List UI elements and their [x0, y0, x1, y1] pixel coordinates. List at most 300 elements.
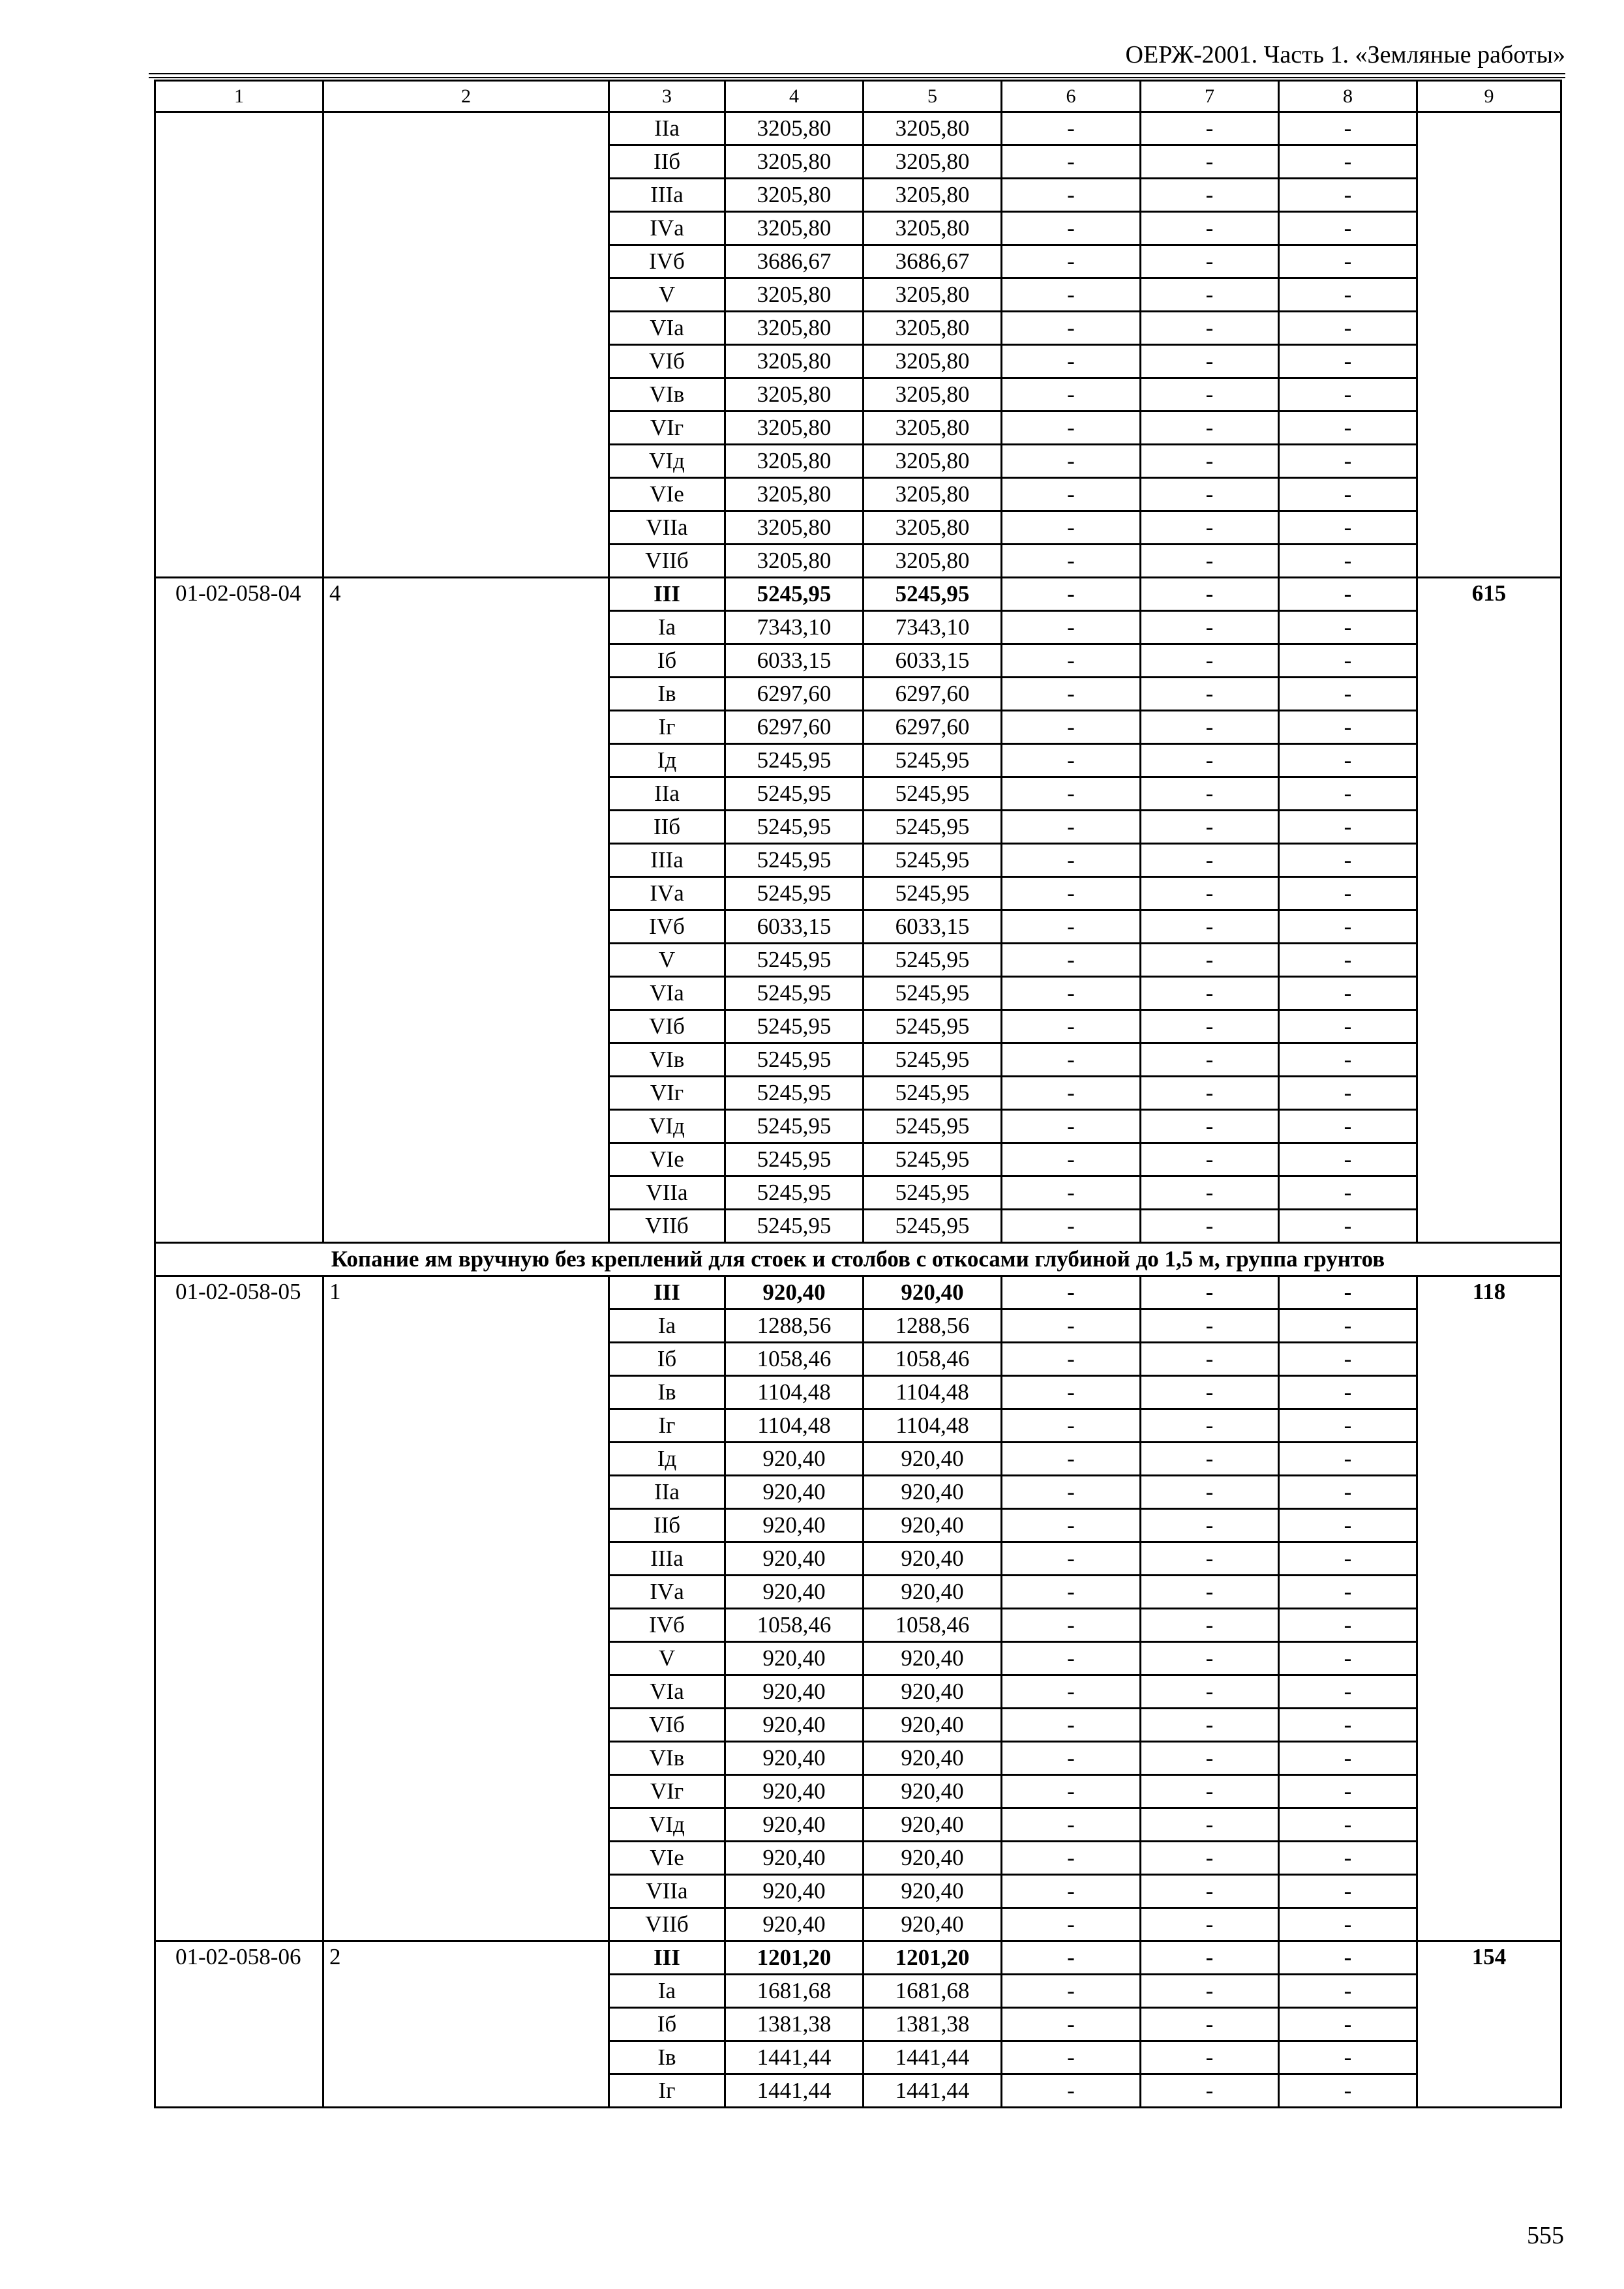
soil-category: IVб [609, 910, 725, 944]
cell-col6: - [1002, 112, 1141, 145]
cell-col7: - [1141, 278, 1279, 312]
soil-category: Iа [609, 1975, 725, 2008]
cell-col6: - [1002, 278, 1141, 312]
soil-category: IIIа [609, 179, 725, 212]
cell-col7: - [1141, 1941, 1279, 1975]
cell-col7: - [1141, 1077, 1279, 1110]
cell-col8: - [1279, 245, 1417, 278]
soil-category: VIе [609, 478, 725, 511]
cell-col7: - [1141, 1043, 1279, 1077]
soil-category: Iд [609, 744, 725, 777]
cell-col6: - [1002, 877, 1141, 910]
cell-col4: 920,40 [725, 1675, 864, 1709]
cell-col6: - [1002, 1775, 1141, 1808]
cell-col5: 920,40 [864, 1576, 1002, 1609]
cell-col6: - [1002, 1609, 1141, 1642]
soil-category: VIб [609, 1709, 725, 1742]
cell-col7: - [1141, 777, 1279, 811]
soil-category: Iв [609, 678, 725, 711]
cell-col6: - [1002, 179, 1141, 212]
cell-col6: - [1002, 378, 1141, 411]
cell-col8: - [1279, 312, 1417, 345]
cell-col4: 3205,80 [725, 212, 864, 245]
cell-col5: 1681,68 [864, 1975, 1002, 2008]
cell-col8: - [1279, 1010, 1417, 1043]
soil-category: VIIб [609, 545, 725, 578]
cell-col8: - [1279, 411, 1417, 445]
cell-col8: - [1279, 345, 1417, 378]
cell-col5: 3205,80 [864, 145, 1002, 179]
soil-category: VIг [609, 1077, 725, 1110]
cell-col7: - [1141, 245, 1279, 278]
soil-category: IIа [609, 112, 725, 145]
cell-col7: - [1141, 977, 1279, 1010]
cell-col7: - [1141, 1742, 1279, 1775]
cell-col6: - [1002, 1110, 1141, 1143]
cell-col8: - [1279, 1043, 1417, 1077]
cell-col5: 920,40 [864, 1509, 1002, 1542]
column-number: 8 [1279, 81, 1417, 112]
cell-col5: 3205,80 [864, 112, 1002, 145]
rate-reference [323, 112, 609, 578]
soil-category: IVб [609, 245, 725, 278]
cell-col8: - [1279, 910, 1417, 944]
cell-col8: - [1279, 1276, 1417, 1309]
result-value: 154 [1417, 1941, 1561, 2108]
cell-col8: - [1279, 278, 1417, 312]
cell-col8: - [1279, 777, 1417, 811]
cell-col6: - [1002, 1709, 1141, 1742]
soil-category: IIIа [609, 844, 725, 877]
cell-col5: 3205,80 [864, 179, 1002, 212]
cell-col6: - [1002, 2008, 1141, 2041]
cell-col8: - [1279, 2008, 1417, 2041]
page-header-title: ОЕРЖ-2001. Часть 1. «Земляные работы» [1125, 41, 1565, 68]
cell-col7: - [1141, 1276, 1279, 1309]
cell-col7: - [1141, 744, 1279, 777]
soil-category: V [609, 1642, 725, 1675]
cell-col6: - [1002, 1077, 1141, 1110]
cell-col8: - [1279, 378, 1417, 411]
cell-col6: - [1002, 1842, 1141, 1875]
soil-category: IVа [609, 212, 725, 245]
cell-col5: 920,40 [864, 1908, 1002, 1941]
cell-col5: 3205,80 [864, 478, 1002, 511]
cell-col6: - [1002, 910, 1141, 944]
cell-col6: - [1002, 245, 1141, 278]
cell-col4: 5245,95 [725, 811, 864, 844]
column-number: 3 [609, 81, 725, 112]
cell-col4: 1104,48 [725, 1409, 864, 1443]
cell-col6: - [1002, 1941, 1141, 1975]
cell-col6: - [1002, 545, 1141, 578]
cell-col7: - [1141, 1509, 1279, 1542]
cell-col4: 1681,68 [725, 1975, 864, 2008]
soil-category: Iг [609, 711, 725, 744]
cell-col8: - [1279, 611, 1417, 644]
cell-col7: - [1141, 1775, 1279, 1808]
table-row [155, 112, 1561, 145]
soil-category: Iв [609, 1376, 725, 1409]
cell-col5: 5245,95 [864, 1210, 1002, 1243]
cell-col6: - [1002, 1210, 1141, 1243]
cell-col7: - [1141, 1010, 1279, 1043]
cell-col6: - [1002, 1875, 1141, 1908]
cell-col7: - [1141, 2074, 1279, 2108]
cell-col5: 6033,15 [864, 644, 1002, 678]
soil-category: VIе [609, 1842, 725, 1875]
cell-col7: - [1141, 578, 1279, 611]
cell-col6: - [1002, 145, 1141, 179]
soil-category: VIIб [609, 1210, 725, 1243]
cell-col7: - [1141, 1210, 1279, 1243]
result-value [1417, 112, 1561, 578]
cell-col8: - [1279, 511, 1417, 545]
cell-col5: 920,40 [864, 1476, 1002, 1509]
cell-col6: - [1002, 445, 1141, 478]
table-row [155, 1276, 1561, 1309]
cell-col6: - [1002, 944, 1141, 977]
soil-category: VIIа [609, 1176, 725, 1210]
cell-col7: - [1141, 910, 1279, 944]
cell-col7: - [1141, 1309, 1279, 1343]
table-row [155, 578, 1561, 611]
cell-col5: 7343,10 [864, 611, 1002, 644]
cell-col6: - [1002, 1143, 1141, 1176]
cell-col7: - [1141, 378, 1279, 411]
cell-col4: 3205,80 [725, 312, 864, 345]
soil-category: Iб [609, 1343, 725, 1376]
cell-col7: - [1141, 1409, 1279, 1443]
cell-col5: 5245,95 [864, 877, 1002, 910]
cell-col5: 5245,95 [864, 1043, 1002, 1077]
cell-col5: 920,40 [864, 1875, 1002, 1908]
column-number: 1 [155, 81, 323, 112]
cell-col4: 1058,46 [725, 1343, 864, 1376]
cell-col4: 1201,20 [725, 1941, 864, 1975]
soil-category: VIв [609, 1043, 725, 1077]
cell-col6: - [1002, 411, 1141, 445]
cell-col6: - [1002, 711, 1141, 744]
cell-col7: - [1141, 1842, 1279, 1875]
cell-col4: 5245,95 [725, 977, 864, 1010]
cell-col4: 920,40 [725, 1709, 864, 1742]
cell-col4: 3205,80 [725, 511, 864, 545]
cell-col8: - [1279, 112, 1417, 145]
cell-col8: - [1279, 1975, 1417, 2008]
cell-col6: - [1002, 1975, 1141, 2008]
cell-col5: 5245,95 [864, 744, 1002, 777]
cell-col4: 1441,44 [725, 2074, 864, 2108]
cell-col8: - [1279, 811, 1417, 844]
cell-col4: 7343,10 [725, 611, 864, 644]
cell-col7: - [1141, 944, 1279, 977]
cell-col7: - [1141, 511, 1279, 545]
soil-category: VIд [609, 445, 725, 478]
cell-col5: 5245,95 [864, 944, 1002, 977]
cell-col4: 5245,95 [725, 1110, 864, 1143]
cell-col4: 920,40 [725, 1576, 864, 1609]
cell-col8: - [1279, 1443, 1417, 1476]
cell-col6: - [1002, 844, 1141, 877]
soil-category: IIа [609, 1476, 725, 1509]
cell-col7: - [1141, 545, 1279, 578]
cell-col4: 3205,80 [725, 345, 864, 378]
cell-col6: - [1002, 644, 1141, 678]
cell-col5: 3205,80 [864, 445, 1002, 478]
cell-col6: - [1002, 1675, 1141, 1709]
soil-category: Iв [609, 2041, 725, 2074]
cell-col4: 3686,67 [725, 245, 864, 278]
cell-col5: 5245,95 [864, 1176, 1002, 1210]
cell-col8: - [1279, 1143, 1417, 1176]
cell-col7: - [1141, 1576, 1279, 1609]
cell-col6: - [1002, 1309, 1141, 1343]
cell-col8: - [1279, 1875, 1417, 1908]
soil-category: IIб [609, 1509, 725, 1542]
cell-col7: - [1141, 445, 1279, 478]
cell-col4: 3205,80 [725, 278, 864, 312]
cell-col5: 920,40 [864, 1642, 1002, 1675]
cell-col8: - [1279, 1842, 1417, 1875]
cell-col6: - [1002, 1476, 1141, 1509]
cell-col7: - [1141, 1443, 1279, 1476]
cell-col6: - [1002, 1376, 1141, 1409]
cell-col6: - [1002, 2041, 1141, 2074]
soil-category: III [609, 578, 725, 611]
cell-col8: - [1279, 678, 1417, 711]
cell-col8: - [1279, 1542, 1417, 1576]
cell-col6: - [1002, 777, 1141, 811]
cell-col6: - [1002, 611, 1141, 644]
cell-col4: 6033,15 [725, 910, 864, 944]
cell-col6: - [1002, 1576, 1141, 1609]
cell-col7: - [1141, 678, 1279, 711]
cell-col5: 5245,95 [864, 811, 1002, 844]
cell-col4: 920,40 [725, 1775, 864, 1808]
column-number-row [155, 81, 1561, 112]
table-row [155, 1941, 1561, 1975]
soil-category: VIа [609, 977, 725, 1010]
cell-col5: 5245,95 [864, 578, 1002, 611]
cell-col8: - [1279, 944, 1417, 977]
cell-col7: - [1141, 112, 1279, 145]
rate-reference: 1 [323, 1276, 609, 1941]
cell-col5: 920,40 [864, 1675, 1002, 1709]
cell-col4: 3205,80 [725, 378, 864, 411]
soil-category: Iд [609, 1443, 725, 1476]
cell-col7: - [1141, 1675, 1279, 1709]
cell-col5: 5245,95 [864, 1110, 1002, 1143]
soil-category: VIа [609, 312, 725, 345]
cell-col4: 1381,38 [725, 2008, 864, 2041]
cell-col7: - [1141, 145, 1279, 179]
cell-col4: 920,40 [725, 1875, 864, 1908]
cell-col7: - [1141, 611, 1279, 644]
soil-category: VIг [609, 411, 725, 445]
cell-col6: - [1002, 1808, 1141, 1842]
cell-col4: 1441,44 [725, 2041, 864, 2074]
cell-col6: - [1002, 511, 1141, 545]
cell-col5: 1288,56 [864, 1309, 1002, 1343]
cell-col5: 1058,46 [864, 1343, 1002, 1376]
cell-col6: - [1002, 1043, 1141, 1077]
cell-col8: - [1279, 877, 1417, 910]
soil-category: VIв [609, 378, 725, 411]
cell-col8: - [1279, 1210, 1417, 1243]
cell-col8: - [1279, 179, 1417, 212]
cell-col4: 5245,95 [725, 1210, 864, 1243]
cell-col4: 920,40 [725, 1842, 864, 1875]
cell-col8: - [1279, 1176, 1417, 1210]
soil-category: Iб [609, 2008, 725, 2041]
cell-col6: - [1002, 312, 1141, 345]
soil-category: Iг [609, 2074, 725, 2108]
cell-col5: 5245,95 [864, 844, 1002, 877]
cell-col8: - [1279, 1309, 1417, 1343]
soil-category: IIб [609, 145, 725, 179]
cell-col4: 3205,80 [725, 445, 864, 478]
cell-col8: - [1279, 2074, 1417, 2108]
cell-col4: 6297,60 [725, 678, 864, 711]
cell-col4: 1058,46 [725, 1609, 864, 1642]
cell-col5: 1441,44 [864, 2041, 1002, 2074]
cell-col8: - [1279, 445, 1417, 478]
rate-reference: 4 [323, 578, 609, 1243]
cell-col6: - [1002, 1443, 1141, 1476]
cell-col8: - [1279, 1343, 1417, 1376]
cell-col8: - [1279, 711, 1417, 744]
soil-category: IVа [609, 877, 725, 910]
cell-col4: 3205,80 [725, 179, 864, 212]
cell-col4: 920,40 [725, 1276, 864, 1309]
cell-col8: - [1279, 1941, 1417, 1975]
cell-col8: - [1279, 578, 1417, 611]
cell-col4: 5245,95 [725, 578, 864, 611]
header-double-rule [149, 73, 1565, 78]
cell-col7: - [1141, 179, 1279, 212]
cell-col5: 1104,48 [864, 1409, 1002, 1443]
soil-category: Iа [609, 611, 725, 644]
cell-col5: 920,40 [864, 1775, 1002, 1808]
soil-category: VIе [609, 1143, 725, 1176]
cell-col6: - [1002, 2074, 1141, 2108]
cell-col4: 1104,48 [725, 1376, 864, 1409]
cell-col8: - [1279, 1110, 1417, 1143]
cell-col7: - [1141, 1808, 1279, 1842]
cell-col8: - [1279, 1476, 1417, 1509]
cell-col4: 3205,80 [725, 411, 864, 445]
cell-col5: 920,40 [864, 1276, 1002, 1309]
soil-category: VIIб [609, 1908, 725, 1941]
cell-col6: - [1002, 1276, 1141, 1309]
soil-category: III [609, 1941, 725, 1975]
soil-category: VIд [609, 1110, 725, 1143]
cell-col7: - [1141, 478, 1279, 511]
page-number: 555 [1527, 2222, 1564, 2249]
cell-col7: - [1141, 1609, 1279, 1642]
cell-col4: 5245,95 [725, 744, 864, 777]
soil-category: V [609, 278, 725, 312]
cell-col8: - [1279, 545, 1417, 578]
cell-col4: 5245,95 [725, 844, 864, 877]
cell-col5: 920,40 [864, 1542, 1002, 1576]
cell-col5: 6033,15 [864, 910, 1002, 944]
cell-col8: - [1279, 977, 1417, 1010]
cell-col8: - [1279, 1675, 1417, 1709]
soil-category: IIа [609, 777, 725, 811]
cell-col4: 5245,95 [725, 1077, 864, 1110]
cell-col4: 3205,80 [725, 545, 864, 578]
cell-col8: - [1279, 1908, 1417, 1941]
cell-col5: 3205,80 [864, 212, 1002, 245]
cell-col8: - [1279, 1376, 1417, 1409]
cell-col5: 920,40 [864, 1808, 1002, 1842]
cell-col4: 920,40 [725, 1476, 864, 1509]
cell-col4: 5245,95 [725, 777, 864, 811]
cell-col4: 5245,95 [725, 1176, 864, 1210]
soil-category: IIIа [609, 1542, 725, 1576]
cell-col6: - [1002, 1010, 1141, 1043]
cell-col8: - [1279, 1742, 1417, 1775]
result-value: 118 [1417, 1276, 1561, 1941]
cell-col4: 920,40 [725, 1742, 864, 1775]
cell-col6: - [1002, 1176, 1141, 1210]
column-number: 2 [323, 81, 609, 112]
cell-col7: - [1141, 2041, 1279, 2074]
cell-col7: - [1141, 1542, 1279, 1576]
cell-col7: - [1141, 811, 1279, 844]
cell-col7: - [1141, 1908, 1279, 1941]
cell-col7: - [1141, 711, 1279, 744]
cell-col5: 5245,95 [864, 1143, 1002, 1176]
cell-col7: - [1141, 411, 1279, 445]
soil-category: IIб [609, 811, 725, 844]
cell-col5: 5245,95 [864, 777, 1002, 811]
cell-col8: - [1279, 145, 1417, 179]
cell-col8: - [1279, 1642, 1417, 1675]
cell-col5: 1058,46 [864, 1609, 1002, 1642]
cell-col5: 3205,80 [864, 278, 1002, 312]
cell-col4: 6297,60 [725, 711, 864, 744]
cell-col7: - [1141, 312, 1279, 345]
cell-col5: 3205,80 [864, 345, 1002, 378]
cell-col5: 3205,80 [864, 545, 1002, 578]
cell-col7: - [1141, 844, 1279, 877]
rates-table [154, 80, 1562, 2108]
cell-col8: - [1279, 212, 1417, 245]
rate-code [155, 112, 323, 578]
column-number: 7 [1141, 81, 1279, 112]
cell-col5: 920,40 [864, 1709, 1002, 1742]
cell-col5: 1104,48 [864, 1376, 1002, 1409]
cell-col8: - [1279, 1609, 1417, 1642]
soil-category: III [609, 1276, 725, 1309]
cell-col7: - [1141, 1143, 1279, 1176]
soil-category: Iа [609, 1309, 725, 1343]
cell-col6: - [1002, 1742, 1141, 1775]
cell-col7: - [1141, 1343, 1279, 1376]
cell-col4: 920,40 [725, 1908, 864, 1941]
cell-col5: 3205,80 [864, 378, 1002, 411]
cell-col6: - [1002, 212, 1141, 245]
cell-col6: - [1002, 811, 1141, 844]
soil-category: VIб [609, 1010, 725, 1043]
cell-col8: - [1279, 1808, 1417, 1842]
cell-col4: 3205,80 [725, 478, 864, 511]
cell-col5: 920,40 [864, 1443, 1002, 1476]
cell-col7: - [1141, 877, 1279, 910]
